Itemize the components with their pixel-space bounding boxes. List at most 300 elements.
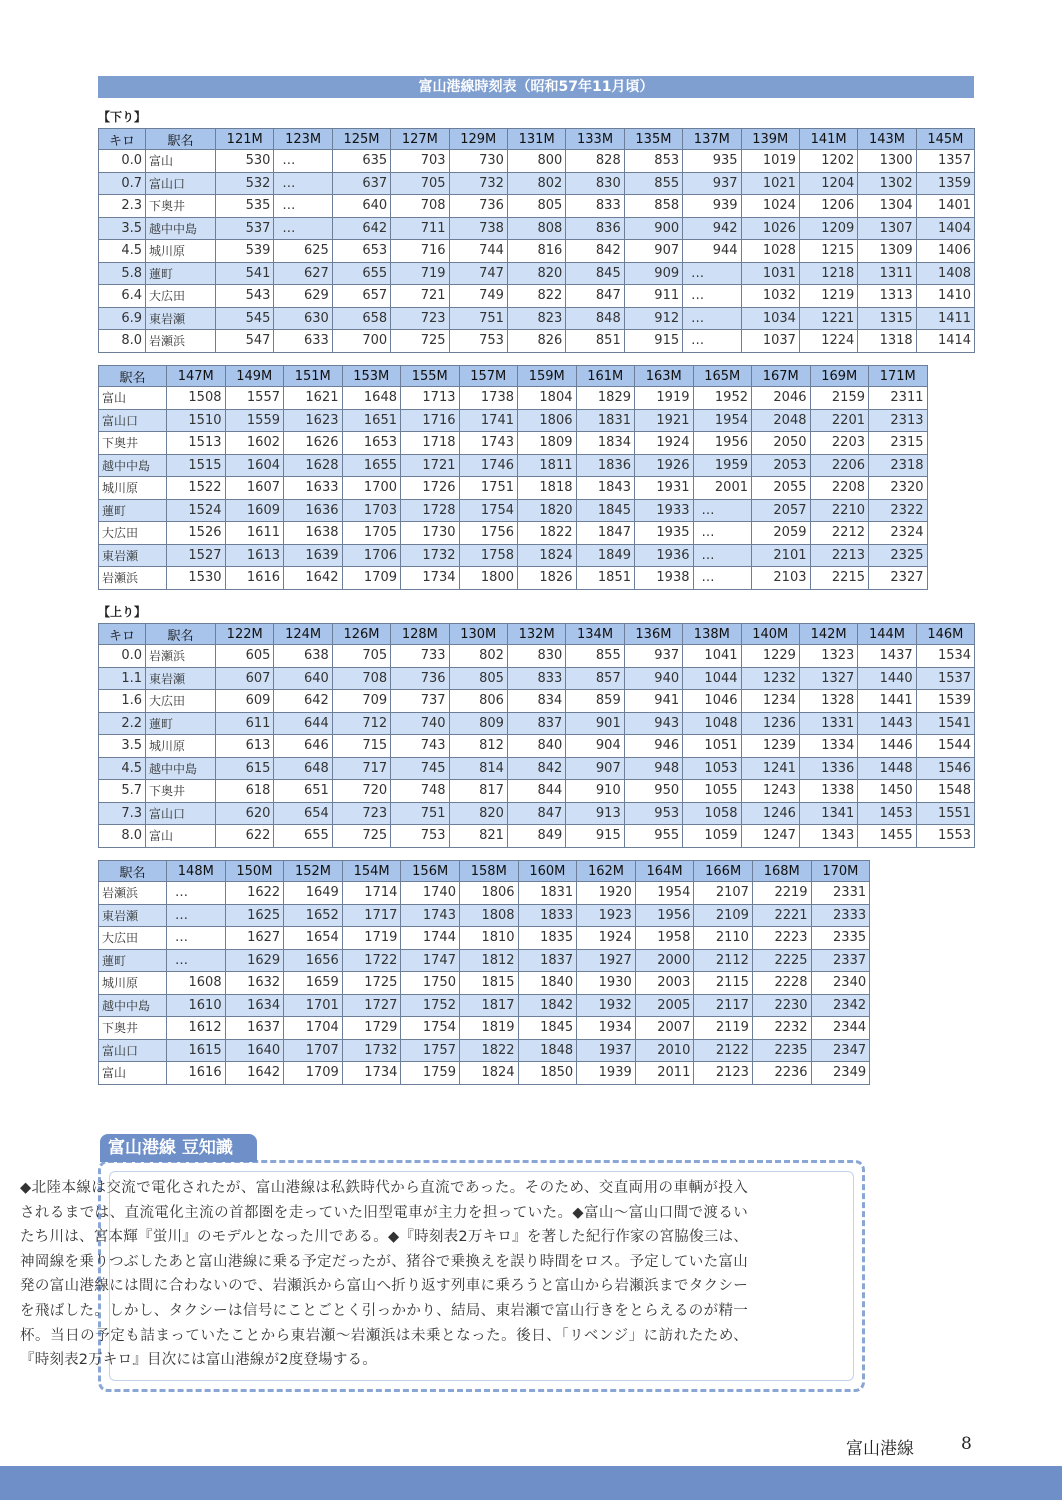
train-number-header: 132M — [507, 624, 565, 645]
time-cell: 1927 — [577, 949, 636, 972]
time-cell: 723 — [391, 307, 449, 330]
station-cell: 富山口 — [99, 1039, 167, 1062]
train-number-header: 128M — [391, 624, 449, 645]
station-cell: 城川原 — [99, 972, 167, 995]
time-cell: 1307 — [858, 217, 916, 240]
time-cell: 950 — [624, 780, 682, 803]
time-cell: 1557 — [225, 387, 284, 410]
kilo-cell: 0.7 — [99, 172, 146, 195]
train-number-header: 133M — [566, 129, 624, 150]
time-cell: 857 — [566, 667, 624, 690]
time-cell: 1845 — [576, 499, 635, 522]
time-cell: 743 — [391, 735, 449, 758]
time-cell: 1717 — [342, 904, 401, 927]
train-number-header: 157M — [459, 366, 518, 387]
time-cell: 1754 — [459, 499, 518, 522]
time-cell: 2208 — [810, 477, 869, 500]
kilo-cell: 3.5 — [99, 735, 146, 758]
time-cell: 2235 — [752, 1039, 811, 1062]
time-cell: 719 — [391, 262, 449, 285]
time-cell: … — [274, 150, 332, 173]
time-cell: 1551 — [916, 802, 974, 825]
time-cell: 613 — [216, 735, 274, 758]
time-cell: … — [683, 262, 741, 285]
table-row — [99, 477, 928, 500]
time-cell: 720 — [332, 780, 390, 803]
time-cell: 1441 — [858, 690, 916, 713]
time-cell: 1610 — [167, 994, 226, 1017]
time-cell: 1751 — [459, 477, 518, 500]
time-cell: 709 — [332, 690, 390, 713]
time-cell: 721 — [391, 285, 449, 308]
train-number-header: 145M — [916, 129, 974, 150]
time-cell: 2103 — [752, 567, 811, 590]
table-row — [99, 217, 975, 240]
time-cell: 1048 — [683, 712, 741, 735]
time-cell: 2010 — [635, 1039, 694, 1062]
time-cell: 1752 — [401, 994, 460, 1017]
time-cell: 833 — [507, 667, 565, 690]
time-cell: 1309 — [858, 240, 916, 263]
time-cell: 1219 — [799, 285, 857, 308]
station-cell: 下奥井 — [99, 1017, 167, 1040]
table-row — [99, 735, 975, 758]
time-cell: … — [274, 217, 332, 240]
time-cell: 642 — [332, 217, 390, 240]
time-cell: 1414 — [916, 330, 974, 353]
time-cell: 2335 — [811, 927, 870, 950]
time-cell: 805 — [507, 195, 565, 218]
time-cell: 2333 — [811, 904, 870, 927]
station-cell: 東岩瀬 — [99, 544, 167, 567]
time-cell: 1812 — [459, 949, 518, 972]
time-cell: 1611 — [225, 522, 284, 545]
station-cell: 富山口 — [146, 802, 216, 825]
time-cell: 1750 — [401, 972, 460, 995]
time-cell: 1759 — [401, 1062, 460, 1085]
time-cell: 940 — [624, 667, 682, 690]
station-header: 駅名 — [99, 366, 167, 387]
time-cell: 1629 — [225, 949, 284, 972]
timetable-down-1 — [98, 128, 975, 353]
time-cell: 1024 — [741, 195, 799, 218]
time-cell: 1722 — [342, 949, 401, 972]
train-number-header: 146M — [916, 624, 974, 645]
table-row — [99, 432, 928, 455]
time-cell: 942 — [683, 217, 741, 240]
time-cell: 1758 — [459, 544, 518, 567]
time-cell: 640 — [332, 195, 390, 218]
time-cell: 1933 — [635, 499, 694, 522]
time-cell: 1806 — [459, 882, 518, 905]
time-cell: 915 — [624, 330, 682, 353]
time-cell: 1754 — [401, 1017, 460, 1040]
time-cell: 904 — [566, 735, 624, 758]
time-cell: 1526 — [167, 522, 226, 545]
time-cell: 2313 — [869, 409, 928, 432]
time-cell: 530 — [216, 150, 274, 173]
time-cell: 1840 — [518, 972, 577, 995]
station-cell: 岩瀬浜 — [99, 882, 167, 905]
time-cell: 1659 — [284, 972, 343, 995]
time-cell: 1616 — [167, 1062, 226, 1085]
time-cell: 1935 — [635, 522, 694, 545]
time-cell: 2059 — [752, 522, 811, 545]
kilo-cell: 0.0 — [99, 150, 146, 173]
time-cell: 1656 — [284, 949, 343, 972]
time-cell: 2112 — [694, 949, 753, 972]
time-cell: 2206 — [810, 454, 869, 477]
station-cell: 下奥井 — [99, 432, 167, 455]
time-cell: 842 — [566, 240, 624, 263]
time-cell: 937 — [683, 172, 741, 195]
time-cell: 1437 — [858, 645, 916, 668]
time-cell: 1246 — [741, 802, 799, 825]
time-cell: 708 — [332, 667, 390, 690]
time-cell: 633 — [274, 330, 332, 353]
time-cell: 2048 — [752, 409, 811, 432]
table-row — [99, 949, 870, 972]
time-cell: 1833 — [518, 904, 577, 927]
table-row — [99, 882, 870, 905]
time-cell: 1626 — [284, 432, 343, 455]
time-cell: 1824 — [518, 544, 577, 567]
table-row — [99, 387, 928, 410]
table-row — [99, 1017, 870, 1040]
time-cell: 1202 — [799, 150, 857, 173]
time-cell: 1031 — [741, 262, 799, 285]
time-cell: 1341 — [799, 802, 857, 825]
time-cell: 732 — [449, 172, 507, 195]
time-cell: 658 — [332, 307, 390, 330]
train-number-header: 138M — [683, 624, 741, 645]
time-cell: 1727 — [342, 994, 401, 1017]
time-cell: 1734 — [401, 567, 460, 590]
time-cell: 637 — [332, 172, 390, 195]
time-cell: 2055 — [752, 477, 811, 500]
time-cell: 733 — [391, 645, 449, 668]
time-cell: 851 — [566, 330, 624, 353]
time-cell: 2219 — [752, 882, 811, 905]
time-cell: 748 — [391, 780, 449, 803]
time-cell: 1359 — [916, 172, 974, 195]
time-cell: 2223 — [752, 927, 811, 950]
time-cell: 1448 — [858, 757, 916, 780]
time-cell: 1740 — [401, 882, 460, 905]
time-cell: 1602 — [225, 432, 284, 455]
time-cell: 1634 — [225, 994, 284, 1017]
table-row — [99, 262, 975, 285]
time-cell: 2115 — [694, 972, 753, 995]
train-number-header: 126M — [332, 624, 390, 645]
time-cell: 2221 — [752, 904, 811, 927]
time-cell: 737 — [391, 690, 449, 713]
table-row — [99, 454, 928, 477]
time-cell: 2007 — [635, 1017, 694, 1040]
time-cell: 1703 — [342, 499, 401, 522]
time-cell: 2331 — [811, 882, 870, 905]
time-cell: 1243 — [741, 780, 799, 803]
time-cell: 1834 — [576, 432, 635, 455]
time-cell: 1822 — [518, 522, 577, 545]
train-number-header: 167M — [752, 366, 811, 387]
time-cell: 642 — [274, 690, 332, 713]
time-cell: 2101 — [752, 544, 811, 567]
down-section-label: 【下り】 — [98, 110, 147, 124]
time-cell: 913 — [566, 802, 624, 825]
time-cell: 1638 — [284, 522, 343, 545]
time-cell: 907 — [624, 240, 682, 263]
time-cell: 1053 — [683, 757, 741, 780]
time-cell: 1815 — [459, 972, 518, 995]
time-cell: 1401 — [916, 195, 974, 218]
time-cell: 2119 — [694, 1017, 753, 1040]
station-cell: 富山口 — [99, 409, 167, 432]
time-cell: 1315 — [858, 307, 916, 330]
time-cell: 1411 — [916, 307, 974, 330]
time-cell: … — [167, 949, 226, 972]
time-cell: 708 — [391, 195, 449, 218]
time-cell: 1313 — [858, 285, 916, 308]
train-number-header: 123M — [274, 129, 332, 150]
time-cell: 1706 — [342, 544, 401, 567]
time-cell: 1709 — [342, 567, 401, 590]
train-number-header: 136M — [624, 624, 682, 645]
time-cell: 609 — [216, 690, 274, 713]
time-cell: 736 — [391, 667, 449, 690]
time-cell: 1510 — [167, 409, 226, 432]
time-cell: 1215 — [799, 240, 857, 263]
time-cell: 935 — [683, 150, 741, 173]
time-cell: 1818 — [518, 477, 577, 500]
time-cell: 1527 — [167, 544, 226, 567]
kilo-cell: 1.6 — [99, 690, 146, 713]
time-cell: 1826 — [518, 567, 577, 590]
time-cell: 800 — [507, 150, 565, 173]
time-cell: … — [683, 307, 741, 330]
time-cell: 1327 — [799, 667, 857, 690]
time-cell: 855 — [566, 645, 624, 668]
time-cell: 1639 — [284, 544, 343, 567]
time-cell: 2123 — [694, 1062, 753, 1085]
time-cell: 2340 — [811, 972, 870, 995]
station-cell: 富山 — [99, 1062, 167, 1085]
time-cell: 1919 — [635, 387, 694, 410]
time-cell: 1331 — [799, 712, 857, 735]
time-cell: 1642 — [284, 567, 343, 590]
time-cell: 615 — [216, 757, 274, 780]
table-row — [99, 825, 975, 848]
time-cell: 705 — [332, 645, 390, 668]
time-cell: 2337 — [811, 949, 870, 972]
time-cell: … — [167, 904, 226, 927]
time-cell: 1021 — [741, 172, 799, 195]
train-number-header: 160M — [518, 861, 577, 882]
time-cell: 1612 — [167, 1017, 226, 1040]
table-row — [99, 150, 975, 173]
table-row — [99, 1062, 870, 1085]
time-cell: 1019 — [741, 150, 799, 173]
timetable-up-2 — [98, 860, 870, 1085]
time-cell: 1224 — [799, 330, 857, 353]
time-cell: 1924 — [577, 927, 636, 950]
time-cell: 1453 — [858, 802, 916, 825]
time-cell: 730 — [449, 150, 507, 173]
time-cell: 1700 — [342, 477, 401, 500]
time-cell: 1704 — [284, 1017, 343, 1040]
time-cell: 1726 — [401, 477, 460, 500]
time-cell: 651 — [274, 780, 332, 803]
time-cell: 2347 — [811, 1039, 870, 1062]
time-cell: 1334 — [799, 735, 857, 758]
time-cell: 1530 — [167, 567, 226, 590]
station-cell: 城川原 — [99, 477, 167, 500]
time-cell: 844 — [507, 780, 565, 803]
time-cell: 1410 — [916, 285, 974, 308]
time-cell: 909 — [624, 262, 682, 285]
station-cell: 東岩瀬 — [146, 667, 216, 690]
time-cell: 1628 — [284, 454, 343, 477]
time-cell: 1513 — [167, 432, 226, 455]
time-cell: 1059 — [683, 825, 741, 848]
station-cell: 富山口 — [146, 172, 216, 195]
table-row — [99, 285, 975, 308]
time-cell: 2110 — [694, 927, 753, 950]
time-cell: 605 — [216, 645, 274, 668]
time-cell: 705 — [391, 172, 449, 195]
kilo-cell: 3.5 — [99, 217, 146, 240]
time-cell: 744 — [449, 240, 507, 263]
station-cell: 富山 — [146, 150, 216, 173]
time-cell: 941 — [624, 690, 682, 713]
time-cell: 1232 — [741, 667, 799, 690]
time-cell: 946 — [624, 735, 682, 758]
tips-body: ◆北陸本線は交流で電化されたが、富山港線は私鉄時代から直流であった。そのため、交直両用の車輌が投入されるまでは、直流電化主流の首都圏を走っていた旧型電車が主力を担っていた。◆富山～富山口間で渡るいたち川は、宮本輝『蛍川』のモデルとなった川である。◆『時刻表2万キロ』を著した紀行作家の宮脇俊三は、神岡線を乗りつぶしたあと富山港線に乗る予定だったが、猪谷で乗換えを誤り時間をロス。予定していた富山発の富山港線には間に合わないので、岩瀬浜から富山へ折り返す列車に乗ろうと富山から岩瀬浜までタクシーを飛ばした。しかし、タクシーは信号にことごとく引っかかり、結局、東岩瀬で富山行きをとらえるのが精一杯。当日の予定も詰まっていたことから東岩瀬～岩瀬浜は未乗となった。後日、「リベンジ」に訪れたため、『時刻表2万キロ』目次には富山港線が2度登場する。 — [20, 1180, 748, 1369]
table-row — [99, 240, 975, 263]
time-cell: 655 — [332, 262, 390, 285]
time-cell: 2053 — [752, 454, 811, 477]
time-cell: 1843 — [576, 477, 635, 500]
time-cell: 1926 — [635, 454, 694, 477]
time-cell: 2228 — [752, 972, 811, 995]
time-cell: 1553 — [916, 825, 974, 848]
time-cell: 753 — [449, 330, 507, 353]
train-number-header: 154M — [342, 861, 401, 882]
time-cell: 1800 — [459, 567, 518, 590]
time-cell: 1744 — [401, 927, 460, 950]
time-cell: 2212 — [810, 522, 869, 545]
table-row — [99, 904, 870, 927]
time-cell: 1541 — [916, 712, 974, 735]
station-cell: 下奥井 — [146, 780, 216, 803]
time-cell: 1956 — [693, 432, 752, 455]
table-row — [99, 712, 975, 735]
time-cell: 1837 — [518, 949, 577, 972]
time-cell: 2315 — [869, 432, 928, 455]
time-cell: 953 — [624, 802, 682, 825]
time-cell: 821 — [449, 825, 507, 848]
time-cell: 1443 — [858, 712, 916, 735]
time-cell: 1515 — [167, 454, 226, 477]
time-cell: 1034 — [741, 307, 799, 330]
kilo-cell: 1.1 — [99, 667, 146, 690]
time-cell: 1920 — [577, 882, 636, 905]
time-cell: 1721 — [401, 454, 460, 477]
time-cell: 1716 — [401, 409, 460, 432]
time-cell: 1956 — [635, 904, 694, 927]
time-cell: 847 — [507, 802, 565, 825]
station-cell: 大広田 — [146, 690, 216, 713]
time-cell: 1732 — [342, 1039, 401, 1062]
time-cell: 1450 — [858, 780, 916, 803]
time-cell: 1653 — [342, 432, 401, 455]
time-cell: 644 — [274, 712, 332, 735]
time-cell: 1026 — [741, 217, 799, 240]
time-cell: 1648 — [342, 387, 401, 410]
time-cell: 537 — [216, 217, 274, 240]
time-cell: 1845 — [518, 1017, 577, 1040]
time-cell: 1652 — [284, 904, 343, 927]
time-cell: 830 — [566, 172, 624, 195]
time-cell: 1924 — [635, 432, 694, 455]
station-cell: 蓮町 — [99, 949, 167, 972]
time-cell: 842 — [507, 757, 565, 780]
train-number-header: 149M — [225, 366, 284, 387]
time-cell: 1338 — [799, 780, 857, 803]
station-cell: 城川原 — [146, 735, 216, 758]
time-cell: 2225 — [752, 949, 811, 972]
train-number-header: 140M — [741, 624, 799, 645]
station-cell: 大広田 — [99, 927, 167, 950]
station-header: 駅名 — [146, 129, 216, 150]
time-cell: 1651 — [342, 409, 401, 432]
train-number-header: 165M — [693, 366, 752, 387]
time-cell: 1932 — [577, 994, 636, 1017]
time-cell: 1831 — [518, 882, 577, 905]
kilo-cell: 6.4 — [99, 285, 146, 308]
time-cell: 646 — [274, 735, 332, 758]
time-cell: 1824 — [459, 1062, 518, 1085]
time-cell: 1757 — [401, 1039, 460, 1062]
time-cell: 725 — [332, 825, 390, 848]
time-cell: 1336 — [799, 757, 857, 780]
kilo-header: キロ — [99, 624, 146, 645]
time-cell: 847 — [566, 285, 624, 308]
time-cell: 1311 — [858, 262, 916, 285]
time-cell: 823 — [507, 307, 565, 330]
station-cell: 富山 — [146, 825, 216, 848]
time-cell: 535 — [216, 195, 274, 218]
train-number-header: 127M — [391, 129, 449, 150]
time-cell: 1625 — [225, 904, 284, 927]
time-cell: 1559 — [225, 409, 284, 432]
time-cell: 749 — [449, 285, 507, 308]
time-cell: 1655 — [342, 454, 401, 477]
time-cell: 545 — [216, 307, 274, 330]
timetable-up-1 — [98, 623, 975, 848]
time-cell: 1627 — [225, 927, 284, 950]
time-cell: 1640 — [225, 1039, 284, 1062]
station-cell: 下奥井 — [146, 195, 216, 218]
time-cell: 1654 — [284, 927, 343, 950]
time-cell: 638 — [274, 645, 332, 668]
time-cell: 1221 — [799, 307, 857, 330]
time-cell: 625 — [274, 240, 332, 263]
time-cell: 2001 — [693, 477, 752, 500]
time-cell: 816 — [507, 240, 565, 263]
time-cell: 1229 — [741, 645, 799, 668]
time-cell: 1051 — [683, 735, 741, 758]
